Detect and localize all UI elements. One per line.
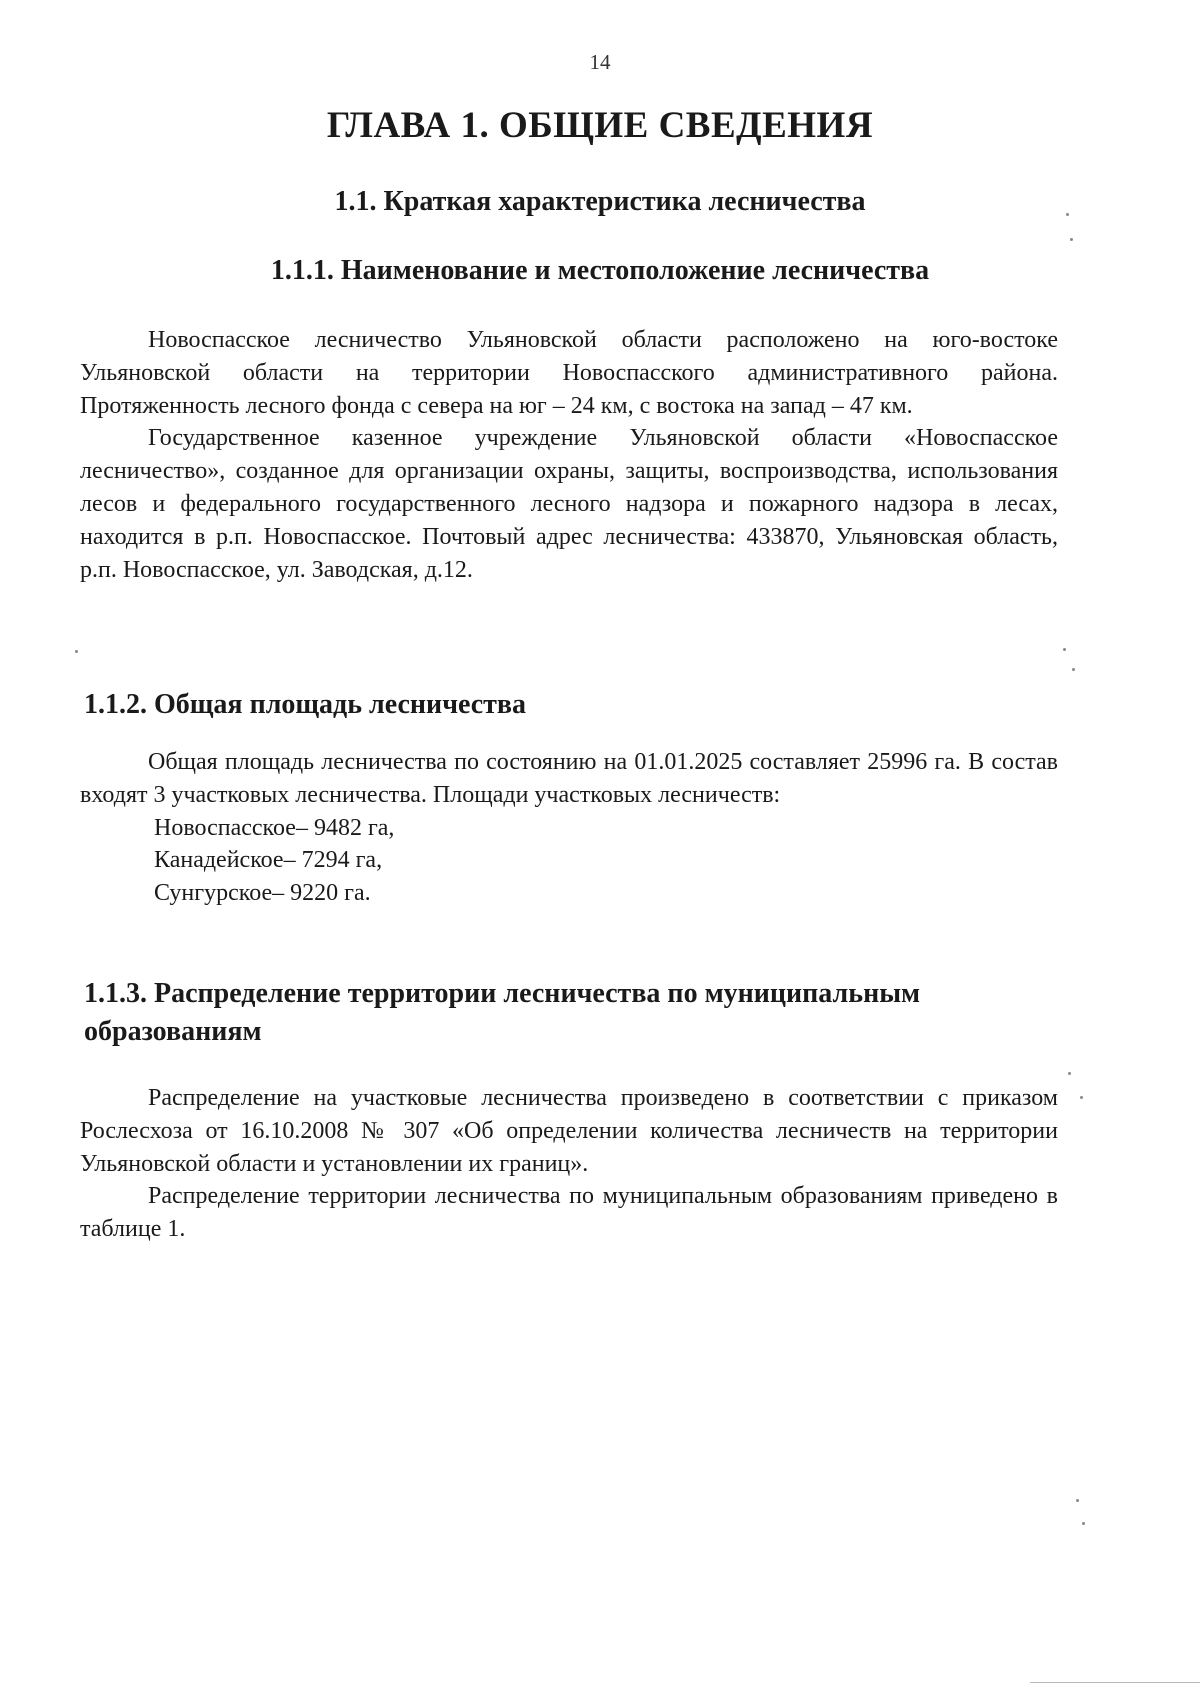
- paragraph: Распределение территории лесничества по муниципальным образованиям приведено в таблице 1.: [80, 1183, 1058, 1243]
- scan-speck: [1068, 1072, 1071, 1075]
- scan-speck: [1076, 1499, 1079, 1502]
- paragraph: Общая площадь лесничества по состоянию на 01.01.2025 составляет 25996 га. В состав входят 3 участковых лесничества. Площади участковых лесничеств:: [80, 749, 1058, 808]
- list-item: Новоспасское– 9482 га,: [154, 814, 395, 841]
- scan-speck: [1063, 648, 1066, 651]
- scan-speck: [1080, 1096, 1083, 1099]
- subsection-title-1-1-3: 1.1.3. Распределение территории лесничества по муниципальным образованиям: [84, 978, 921, 1047]
- section-title: 1.1. Краткая характеристика лесничества: [334, 186, 866, 217]
- paragraph: Новоспасское лесничество Ульяновской области расположено на юго-востоке Ульяновской области на территории Новоспасского административного района. Протяженность лесного фонда с севера на юг – 24 км, с востока на запад – 47 км.: [80, 327, 1058, 419]
- subsection-title-1-1-1: 1.1.1. Наименование и местоположение лесничества: [270, 255, 930, 286]
- subsection-body-1-1-1: [80, 324, 1058, 586]
- scan-edge-line: [1030, 1682, 1200, 1683]
- subsection-body-1-1-3: [80, 1082, 1058, 1246]
- list-item: Сунгурское– 9220 га.: [154, 880, 371, 907]
- scan-speck: [1066, 213, 1069, 216]
- page-number: 14: [589, 50, 611, 74]
- scan-speck: [1082, 1522, 1085, 1525]
- subsection-title-1-1-2: 1.1.2. Общая площадь лесничества: [84, 689, 527, 720]
- scan-speck: [75, 650, 78, 653]
- scan-speck: [1072, 668, 1075, 671]
- forestry-area-list: [80, 812, 1058, 910]
- paragraph: Распределение на участковые лесничества произведено в соответствии с приказом Рослесхоза от 16.10.2008 № 307 «Об определении количества лесничеств на территории Ульяновской области и установлении их границ».: [80, 1085, 1058, 1177]
- chapter-title: ГЛАВА 1. ОБЩИЕ СВЕДЕНИЯ: [326, 105, 874, 146]
- list-item: Канадейское– 7294 га,: [154, 847, 383, 874]
- scan-speck: [1070, 238, 1073, 241]
- paragraph: Государственное казенное учреждение Ульяновской области «Новоспасское лесничество», созданное для организации охраны, защиты, воспроизводства, использования лесов и федерального государственного лесного надзора и пожарного надзора в лесах, находится в р.п. Новоспасское. Почтовый адрес лесничества: 433870, Ульяновская область, р.п. Новоспасское, ул. Заводская, д.12.: [80, 425, 1058, 583]
- subsection-body-1-1-2: [80, 746, 1058, 910]
